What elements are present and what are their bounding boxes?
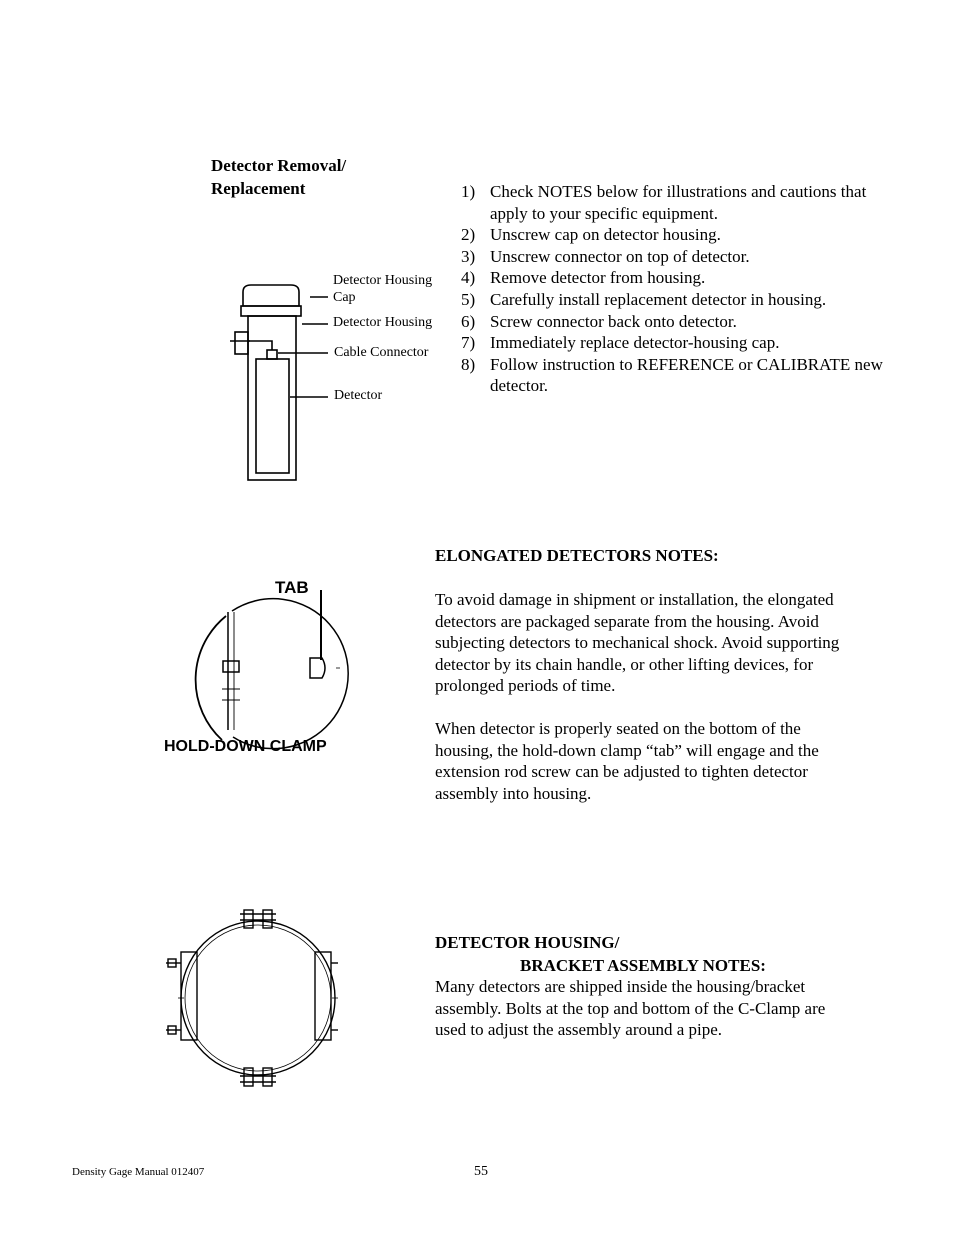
label-detector-housing: Detector Housing <box>333 315 433 330</box>
label-cable-connector: Cable Connector <box>334 345 429 360</box>
step-text: Unscrew cap on detector housing. <box>490 225 721 245</box>
elongated-notes-paragraph-1: To avoid damage in shipment or installation, the elongated detectors are packaged separate from the housing. Avoid subjecting detectors to mechanical shock. Avoid supporting detector by its chain handle, or other lifting devices, for prolonged periods of time. <box>435 590 840 695</box>
label-housing-cap: Detector Housing Cap <box>333 273 433 305</box>
hold-down-clamp-label: HOLD-DOWN CLAMP <box>164 738 327 755</box>
step-text: Carefully install replacement detector in housing. <box>490 289 827 309</box>
step-number: 5) <box>461 289 476 309</box>
step-number: 6) <box>461 311 476 331</box>
bracket-notes-heading-line1: DETECTOR HOUSING/ <box>435 933 620 952</box>
footer-manual-title: Density Gage Manual 012407 <box>72 1166 205 1178</box>
tab-label: TAB <box>275 578 309 597</box>
section-title-line2: Replacement <box>211 179 306 198</box>
step-text: Remove detector from housing. <box>490 268 706 288</box>
step-text: Unscrew connector on top of detector. <box>490 246 750 266</box>
page-number: 55 <box>474 1164 488 1179</box>
elongated-notes-heading: ELONGATED DETECTORS NOTES: <box>435 546 719 565</box>
step-number: 2) <box>461 225 476 245</box>
c-clamp-circle <box>181 921 335 1075</box>
bracket-notes-heading-line2: BRACKET ASSEMBLY NOTES: <box>520 956 766 975</box>
step-number: 7) <box>461 333 476 353</box>
step-number: 8) <box>461 354 476 374</box>
section-title-line1: Detector Removal/ <box>211 156 347 175</box>
step-number: 4) <box>461 268 476 288</box>
elongated-notes-paragraph-2: When detector is properly seated on the bottom of the housing, the hold-down clamp “tab” will engage and the extension rod screw can be adjusted to tighten detector assembly into housing. <box>435 719 819 803</box>
step-number: 3) <box>461 246 476 266</box>
step-text: Follow instruction to REFERENCE or CALIBRATE new detector. <box>490 354 883 396</box>
step-text: Screw connector back onto detector. <box>490 311 737 331</box>
step-text: Immediately replace detector-housing cap. <box>490 333 780 353</box>
label-detector: Detector <box>334 388 383 403</box>
step-text: Check NOTES below for illustrations and cautions that apply to your specific equipment. <box>490 182 867 223</box>
bracket-notes-paragraph: Many detectors are shipped inside the housing/bracket assembly. Bolts at the top and bottom of the C-Clamp are used to adjust the assembly around a pipe. <box>435 977 826 1039</box>
step-number: 1) <box>461 182 476 201</box>
